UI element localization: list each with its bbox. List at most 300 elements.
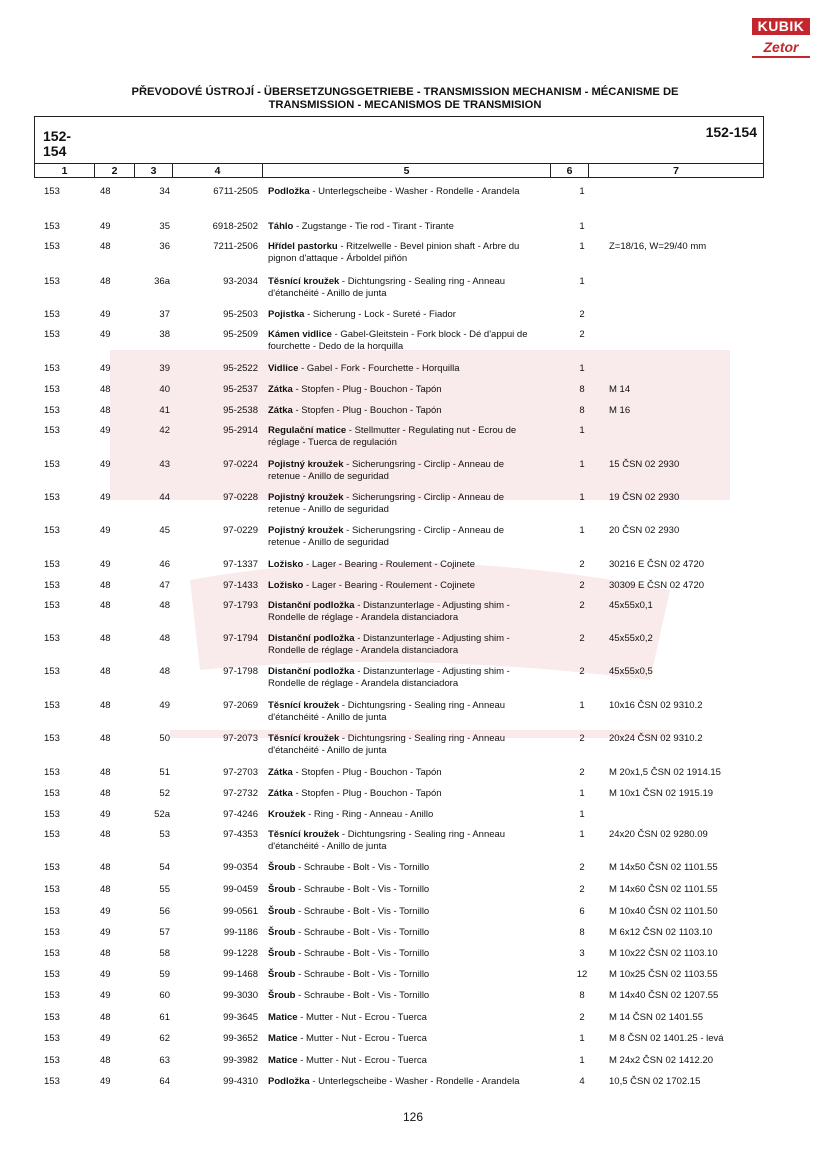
cell-group: 153 xyxy=(44,525,60,536)
cell-note: M 20x1,5 ČSN 02 1914.15 xyxy=(609,767,721,778)
cell-description xyxy=(268,525,538,548)
cell-note: 45x55x0,2 xyxy=(609,633,653,644)
cell-part-number: 99-3982 xyxy=(223,1055,258,1066)
cell-description xyxy=(268,948,538,960)
cell-position: 34 xyxy=(159,186,170,197)
part-name: Matice xyxy=(268,1033,298,1044)
cell-note: 19 ČSN 02 2930 xyxy=(609,492,680,503)
cell-position: 40 xyxy=(159,384,170,395)
cell-group: 153 xyxy=(44,600,60,611)
cell-note: 45x55x0,5 xyxy=(609,666,653,677)
cell-description xyxy=(268,1076,538,1088)
part-translations: - Schraube - Bolt - Vis - Tornillo xyxy=(295,990,430,1001)
cell-part-number: 95-2509 xyxy=(223,329,258,340)
cell-quantity: 6 xyxy=(579,906,585,917)
cell-quantity: 1 xyxy=(579,788,585,799)
cell-position: 39 xyxy=(159,363,170,374)
kubik-zetor-logo xyxy=(752,18,810,70)
cell-note: 45x55x0,1 xyxy=(609,600,653,611)
cell-note: M 14 ČSN 02 1401.55 xyxy=(609,1012,704,1023)
cell-group: 153 xyxy=(44,969,60,980)
cell-subgroup: 49 xyxy=(100,221,111,232)
column-header-1: 1 xyxy=(35,164,95,178)
part-translations: - Sicherungsring - Circlip - Anneau de retenue - Anillo de seguridad xyxy=(268,525,505,548)
cell-description xyxy=(268,809,538,821)
cell-quantity: 1 xyxy=(579,425,585,436)
cell-quantity: 8 xyxy=(579,405,585,416)
cell-part-number: 97-0229 xyxy=(223,525,258,536)
cell-part-number: 7211-2506 xyxy=(213,241,258,252)
part-name: Šroub xyxy=(268,862,296,873)
part-translations: - Dichtungsring - Sealing ring - Anneau d'étanchéité - Anillo de junta xyxy=(268,733,506,756)
part-translations: - Schraube - Bolt - Vis - Tornillo xyxy=(295,969,430,980)
part-translations: - Schraube - Bolt - Vis - Tornillo xyxy=(295,948,430,959)
cell-position: 58 xyxy=(159,948,170,959)
cell-quantity: 2 xyxy=(579,309,585,320)
cell-subgroup: 49 xyxy=(100,525,111,536)
page-number: 126 xyxy=(402,1110,424,1124)
cell-subgroup: 48 xyxy=(100,633,111,644)
part-name: Těsnící kroužek xyxy=(268,829,340,840)
cell-part-number: 93-2034 xyxy=(223,276,258,287)
cell-position: 36a xyxy=(154,276,170,287)
cell-group: 153 xyxy=(44,700,60,711)
cell-position: 64 xyxy=(159,1076,170,1087)
cell-subgroup: 48 xyxy=(100,666,111,677)
cell-position: 48 xyxy=(159,600,170,611)
cell-subgroup: 49 xyxy=(100,906,111,917)
cell-group: 153 xyxy=(44,276,60,287)
cell-group: 153 xyxy=(44,459,60,470)
cell-note: M 6x12 ČSN 02 1103.10 xyxy=(609,927,713,938)
part-translations: - Gabel - Fork - Fourchette - Horquilla xyxy=(298,363,460,374)
cell-subgroup: 48 xyxy=(100,829,111,840)
cell-quantity: 2 xyxy=(579,884,585,895)
part-translations: - Mutter - Nut - Ecrou - Tuerca xyxy=(297,1033,427,1044)
cell-note: M 10x1 ČSN 02 1915.19 xyxy=(609,788,714,799)
group-code-right: 152-154 xyxy=(705,124,757,140)
cell-description xyxy=(268,492,538,515)
part-name: Vidlice xyxy=(268,363,299,374)
cell-subgroup: 48 xyxy=(100,862,111,873)
cell-description xyxy=(268,425,538,448)
cell-subgroup: 49 xyxy=(100,492,111,503)
cell-part-number: 99-0561 xyxy=(223,906,258,917)
cell-note: 30309 E ČSN 02 4720 xyxy=(609,580,705,591)
part-name: Šroub xyxy=(268,990,296,1001)
cell-note: M 8 ČSN 02 1401.25 - levá xyxy=(609,1033,724,1044)
cell-note: 20 ČSN 02 2930 xyxy=(609,525,680,536)
cell-description xyxy=(268,969,538,981)
cell-group: 153 xyxy=(44,384,60,395)
part-translations: - Mutter - Nut - Ecrou - Tuerca xyxy=(297,1012,427,1023)
cell-part-number: 95-2538 xyxy=(223,405,258,416)
cell-group: 153 xyxy=(44,948,60,959)
cell-subgroup: 49 xyxy=(100,363,111,374)
cell-group: 153 xyxy=(44,425,60,436)
part-name: Regulační matice xyxy=(268,425,347,436)
part-translations: - Lager - Bearing - Roulement - Cojinete xyxy=(303,559,475,570)
part-name: Ložisko xyxy=(268,559,304,570)
part-name: Táhlo xyxy=(268,221,294,232)
cell-part-number: 97-2073 xyxy=(223,733,258,744)
cell-position: 56 xyxy=(159,906,170,917)
part-name: Kroužek xyxy=(268,809,306,820)
column-header-7: 7 xyxy=(673,165,679,177)
cell-quantity: 2 xyxy=(579,733,585,744)
cell-position: 51 xyxy=(159,767,170,778)
cell-description xyxy=(268,990,538,1002)
cell-position: 37 xyxy=(159,309,170,320)
cell-description xyxy=(268,559,538,571)
cell-position: 41 xyxy=(159,405,170,416)
cell-quantity: 2 xyxy=(579,580,585,591)
cell-subgroup: 48 xyxy=(100,767,111,778)
cell-group: 153 xyxy=(44,809,60,820)
part-name: Těsnící kroužek xyxy=(268,733,340,744)
cell-subgroup: 48 xyxy=(100,1055,111,1066)
cell-position: 54 xyxy=(159,862,170,873)
part-translations: - Stopfen - Plug - Bouchon - Tapón xyxy=(292,384,442,395)
part-name: Ložisko xyxy=(268,580,304,591)
part-translations: - Stellmutter - Regulating nut - Ecrou de réglage - Tuerca de regulación xyxy=(268,425,517,448)
cell-subgroup: 49 xyxy=(100,425,111,436)
cell-description xyxy=(268,600,538,623)
cell-quantity: 1 xyxy=(579,1033,585,1044)
cell-part-number: 6918-2502 xyxy=(212,221,258,232)
column-header-5: 5 xyxy=(263,164,551,178)
cell-note: M 24x2 ČSN 02 1412.20 xyxy=(609,1055,714,1066)
part-name: Matice xyxy=(268,1055,298,1066)
part-name: Těsnící kroužek xyxy=(268,276,340,287)
cell-note: 10x16 ČSN 02 9310.2 xyxy=(609,700,703,711)
cell-group: 153 xyxy=(44,990,60,1001)
part-translations: - Schraube - Bolt - Vis - Tornillo xyxy=(295,927,430,938)
cell-position: 43 xyxy=(159,459,170,470)
cell-subgroup: 48 xyxy=(100,948,111,959)
cell-note: M 16 xyxy=(609,405,631,416)
cell-quantity: 1 xyxy=(579,186,585,197)
cell-description xyxy=(268,459,538,482)
cell-quantity: 1 xyxy=(579,1055,585,1066)
cell-quantity: 1 xyxy=(579,525,585,536)
cell-part-number: 95-2503 xyxy=(223,309,258,320)
cell-position: 52a xyxy=(154,809,170,820)
cell-part-number: 6711-2505 xyxy=(213,186,258,197)
cell-quantity: 2 xyxy=(579,1012,585,1023)
cell-note: M 14x50 ČSN 02 1101.55 xyxy=(609,862,718,873)
cell-quantity: 8 xyxy=(579,384,585,395)
cell-group: 153 xyxy=(44,1012,60,1023)
cell-subgroup: 48 xyxy=(100,884,111,895)
cell-subgroup: 48 xyxy=(100,1012,111,1023)
cell-description xyxy=(268,309,538,321)
part-name: Šroub xyxy=(268,969,296,980)
part-translations: - Schraube - Bolt - Vis - Tornillo xyxy=(295,906,430,917)
cell-part-number: 99-0459 xyxy=(223,884,258,895)
part-name: Pojistný kroužek xyxy=(268,459,344,470)
cell-quantity: 3 xyxy=(579,948,585,959)
cell-quantity: 1 xyxy=(579,276,585,287)
cell-part-number: 99-4310 xyxy=(223,1076,258,1087)
cell-quantity: 1 xyxy=(579,700,585,711)
cell-note: Z=18/16, W=29/40 mm xyxy=(609,241,707,252)
cell-note: M 14x60 ČSN 02 1101.55 xyxy=(609,884,718,895)
cell-position: 36 xyxy=(159,241,170,252)
cell-part-number: 97-4246 xyxy=(223,809,258,820)
cell-group: 153 xyxy=(44,363,60,374)
cell-group: 153 xyxy=(44,906,60,917)
cell-quantity: 2 xyxy=(579,600,585,611)
cell-position: 62 xyxy=(159,1033,170,1044)
cell-part-number: 99-3645 xyxy=(223,1012,258,1023)
cell-subgroup: 49 xyxy=(100,559,111,570)
cell-subgroup: 48 xyxy=(100,384,111,395)
cell-quantity: 1 xyxy=(579,809,585,820)
cell-quantity: 2 xyxy=(579,329,585,340)
part-translations: - Sicherungsring - Circlip - Anneau de retenue - Anillo de seguridad xyxy=(268,459,505,482)
cell-subgroup: 49 xyxy=(100,329,111,340)
cell-position: 60 xyxy=(159,990,170,1001)
cell-part-number: 99-3030 xyxy=(223,990,258,1001)
title-line-1: PŘEVODOVÉ ÚSTROJÍ - ÜBERSETZUNGSGETRIEBE - TRANSMISSION MECHANISM - MÉCANISME DE xyxy=(131,86,679,98)
cell-subgroup: 48 xyxy=(100,580,111,591)
cell-quantity: 1 xyxy=(579,241,585,252)
part-translations: - Stopfen - Plug - Bouchon - Tapón xyxy=(292,767,442,778)
cell-description xyxy=(268,733,538,756)
cell-quantity: 2 xyxy=(579,666,585,677)
cell-note: 20x24 ČSN 02 9310.2 xyxy=(609,733,703,744)
cell-part-number: 99-3652 xyxy=(223,1033,258,1044)
part-name: Kámen vidlice xyxy=(268,329,332,340)
cell-position: 46 xyxy=(159,559,170,570)
cell-group: 153 xyxy=(44,767,60,778)
cell-subgroup: 49 xyxy=(100,969,111,980)
part-translations: - Mutter - Nut - Ecrou - Tuerca xyxy=(297,1055,427,1066)
cell-description xyxy=(268,1012,538,1024)
cell-part-number: 97-4353 xyxy=(223,829,258,840)
part-translations: - Dichtungsring - Sealing ring - Anneau d'étanchéité - Anillo de junta xyxy=(268,276,506,299)
part-translations: - Zugstange - Tie rod - Tirant - Tirante xyxy=(293,221,454,232)
cell-group: 153 xyxy=(44,788,60,799)
part-name: Pojistný kroužek xyxy=(268,525,344,536)
cell-position: 49 xyxy=(159,700,170,711)
group-code-left-line-2: 154 xyxy=(43,143,67,159)
cell-group: 153 xyxy=(44,329,60,340)
part-translations: - Sicherungsring - Circlip - Anneau de retenue - Anillo de seguridad xyxy=(268,492,505,515)
page-title xyxy=(60,86,750,111)
cell-position: 53 xyxy=(159,829,170,840)
cell-group: 153 xyxy=(44,580,60,591)
cell-part-number: 97-1793 xyxy=(223,600,258,611)
cell-part-number: 99-1186 xyxy=(223,927,258,938)
cell-quantity: 8 xyxy=(579,990,585,1001)
part-translations: - Schraube - Bolt - Vis - Tornillo xyxy=(295,884,430,895)
cell-position: 55 xyxy=(159,884,170,895)
cell-note: M 14x40 ČSN 02 1207.55 xyxy=(609,990,719,1001)
cell-group: 153 xyxy=(44,221,60,232)
cell-subgroup: 48 xyxy=(100,186,111,197)
title-line-2: TRANSMISSION - MECANISMOS DE TRANSMISION xyxy=(268,98,542,111)
cell-note: 24x20 ČSN 02 9280.09 xyxy=(609,829,708,840)
cell-note: M 14 xyxy=(609,384,631,395)
cell-subgroup: 48 xyxy=(100,788,111,799)
cell-part-number: 97-1794 xyxy=(223,633,258,644)
part-name: Hřídel pastorku xyxy=(268,241,338,252)
cell-description xyxy=(268,221,538,233)
group-code-left xyxy=(43,129,71,159)
cell-subgroup: 48 xyxy=(100,276,111,287)
cell-note: 15 ČSN 02 2930 xyxy=(609,459,680,470)
cell-group: 153 xyxy=(44,309,60,320)
logo-kubik-text: KUBIK xyxy=(752,18,810,35)
cell-group: 153 xyxy=(44,666,60,677)
part-name: Zátka xyxy=(268,767,293,778)
part-name: Zátka xyxy=(268,405,293,416)
cell-description xyxy=(268,862,538,874)
cell-description xyxy=(268,927,538,939)
cell-quantity: 2 xyxy=(579,767,585,778)
cell-subgroup: 49 xyxy=(100,927,111,938)
cell-subgroup: 48 xyxy=(100,600,111,611)
cell-position: 52 xyxy=(159,788,170,799)
cell-description xyxy=(268,788,538,800)
cell-group: 153 xyxy=(44,241,60,252)
part-translations: - Ring - Ring - Anneau - Anillo xyxy=(305,809,434,820)
part-translations: - Unterlegscheibe - Washer - Rondelle - Arandela xyxy=(309,1076,520,1087)
part-name: Matice xyxy=(268,1012,298,1023)
cell-note: M 10x22 ČSN 02 1103.10 xyxy=(609,948,718,959)
cell-quantity: 2 xyxy=(579,559,585,570)
cell-group: 153 xyxy=(44,829,60,840)
cell-group: 153 xyxy=(44,733,60,744)
cell-subgroup: 48 xyxy=(100,241,111,252)
cell-quantity: 8 xyxy=(579,927,585,938)
part-translations: - Distanzunterlage - Adjusting shim - Rondelle de réglage - Arandela distanciadora xyxy=(268,633,510,656)
column-header-3: 3 xyxy=(135,164,173,178)
cell-position: 57 xyxy=(159,927,170,938)
cell-description xyxy=(268,1055,538,1067)
part-translations: - Unterlegscheibe - Washer - Rondelle - Arandela xyxy=(309,186,520,197)
part-name: Těsnící kroužek xyxy=(268,700,340,711)
cell-description xyxy=(268,1033,538,1045)
cell-group: 153 xyxy=(44,633,60,644)
part-name: Distanční podložka xyxy=(268,633,355,644)
cell-position: 35 xyxy=(159,221,170,232)
cell-part-number: 99-1468 xyxy=(223,969,258,980)
cell-quantity: 1 xyxy=(579,363,585,374)
cell-position: 61 xyxy=(159,1012,170,1023)
cell-group: 153 xyxy=(44,492,60,503)
cell-subgroup: 49 xyxy=(100,459,111,470)
part-translations: - Dichtungsring - Sealing ring - Anneau d'étanchéité - Anillo de junta xyxy=(268,829,506,852)
cell-description xyxy=(268,700,538,723)
cell-subgroup: 49 xyxy=(100,309,111,320)
part-name: Šroub xyxy=(268,884,296,895)
cell-subgroup: 48 xyxy=(100,405,111,416)
part-name: Distanční podložka xyxy=(268,666,355,677)
part-name: Šroub xyxy=(268,927,296,938)
cell-part-number: 97-0228 xyxy=(223,492,258,503)
cell-description xyxy=(268,829,538,852)
cell-position: 50 xyxy=(159,733,170,744)
part-name: Zátka xyxy=(268,788,293,799)
cell-subgroup: 49 xyxy=(100,1076,111,1087)
cell-group: 153 xyxy=(44,884,60,895)
cell-position: 47 xyxy=(159,580,170,591)
cell-group: 153 xyxy=(44,186,60,197)
cell-description xyxy=(268,241,538,264)
cell-group: 153 xyxy=(44,862,60,873)
cell-position: 59 xyxy=(159,969,170,980)
part-name: Podložka xyxy=(268,186,310,197)
part-name: Šroub xyxy=(268,906,296,917)
column-header-2: 2 xyxy=(95,164,135,178)
cell-group: 153 xyxy=(44,1076,60,1087)
part-translations: - Distanzunterlage - Adjusting shim - Rondelle de réglage - Arandela distanciadora xyxy=(268,600,510,623)
part-translations: - Gabel-Gleitstein - Fork block - Dé d'appui de fourchette - Dedo de la horquilla xyxy=(268,329,528,352)
cell-description xyxy=(268,633,538,656)
part-translations: - Stopfen - Plug - Bouchon - Tapón xyxy=(292,405,442,416)
table-header-box xyxy=(34,116,764,178)
part-name: Podložka xyxy=(268,1076,310,1087)
column-header-6: 6 xyxy=(551,164,589,178)
cell-group: 153 xyxy=(44,405,60,416)
cell-quantity: 12 xyxy=(576,969,588,980)
cell-group: 153 xyxy=(44,927,60,938)
cell-subgroup: 49 xyxy=(100,809,111,820)
cell-note: 10,5 ČSN 02 1702.15 xyxy=(609,1076,701,1087)
part-name: Pojistka xyxy=(268,309,305,320)
part-translations: - Ritzelwelle - Bevel pinion shaft - Arbre du pignon d'attaque - Árboldel piñón xyxy=(268,241,520,264)
cell-part-number: 95-2914 xyxy=(223,425,258,436)
cell-part-number: 95-2522 xyxy=(223,363,258,374)
cell-quantity: 2 xyxy=(579,633,585,644)
part-translations: - Schraube - Bolt - Vis - Tornillo xyxy=(295,862,430,873)
group-code-left-line-1: 152- xyxy=(43,128,72,144)
part-name: Distanční podložka xyxy=(268,600,355,611)
cell-description xyxy=(268,363,538,375)
part-translations: - Lager - Bearing - Roulement - Cojinete xyxy=(303,580,475,591)
cell-note: M 10x25 ČSN 02 1103.55 xyxy=(609,969,718,980)
cell-note: M 10x40 ČSN 02 1101.50 xyxy=(609,906,718,917)
cell-group: 153 xyxy=(44,559,60,570)
cell-position: 44 xyxy=(159,492,170,503)
cell-note: 30216 E ČSN 02 4720 xyxy=(609,559,705,570)
cell-part-number: 99-1228 xyxy=(223,948,258,959)
column-header-row xyxy=(35,163,763,178)
cell-description xyxy=(268,666,538,689)
cell-part-number: 97-2703 xyxy=(223,767,258,778)
cell-description xyxy=(268,906,538,918)
cell-quantity: 1 xyxy=(579,221,585,232)
logo-zetor-text: Zetor xyxy=(752,38,810,58)
cell-group: 153 xyxy=(44,1055,60,1066)
cell-part-number: 95-2537 xyxy=(223,384,258,395)
cell-position: 38 xyxy=(159,329,170,340)
cell-part-number: 97-2732 xyxy=(223,788,258,799)
cell-position: 45 xyxy=(159,525,170,536)
part-name: Šroub xyxy=(268,948,296,959)
cell-quantity: 1 xyxy=(579,829,585,840)
cell-group: 153 xyxy=(44,1033,60,1044)
part-name: Pojistný kroužek xyxy=(268,492,344,503)
cell-subgroup: 48 xyxy=(100,733,111,744)
cell-position: 42 xyxy=(159,425,170,436)
cell-part-number: 97-1337 xyxy=(223,559,258,570)
cell-description xyxy=(268,580,538,592)
cell-position: 48 xyxy=(159,633,170,644)
